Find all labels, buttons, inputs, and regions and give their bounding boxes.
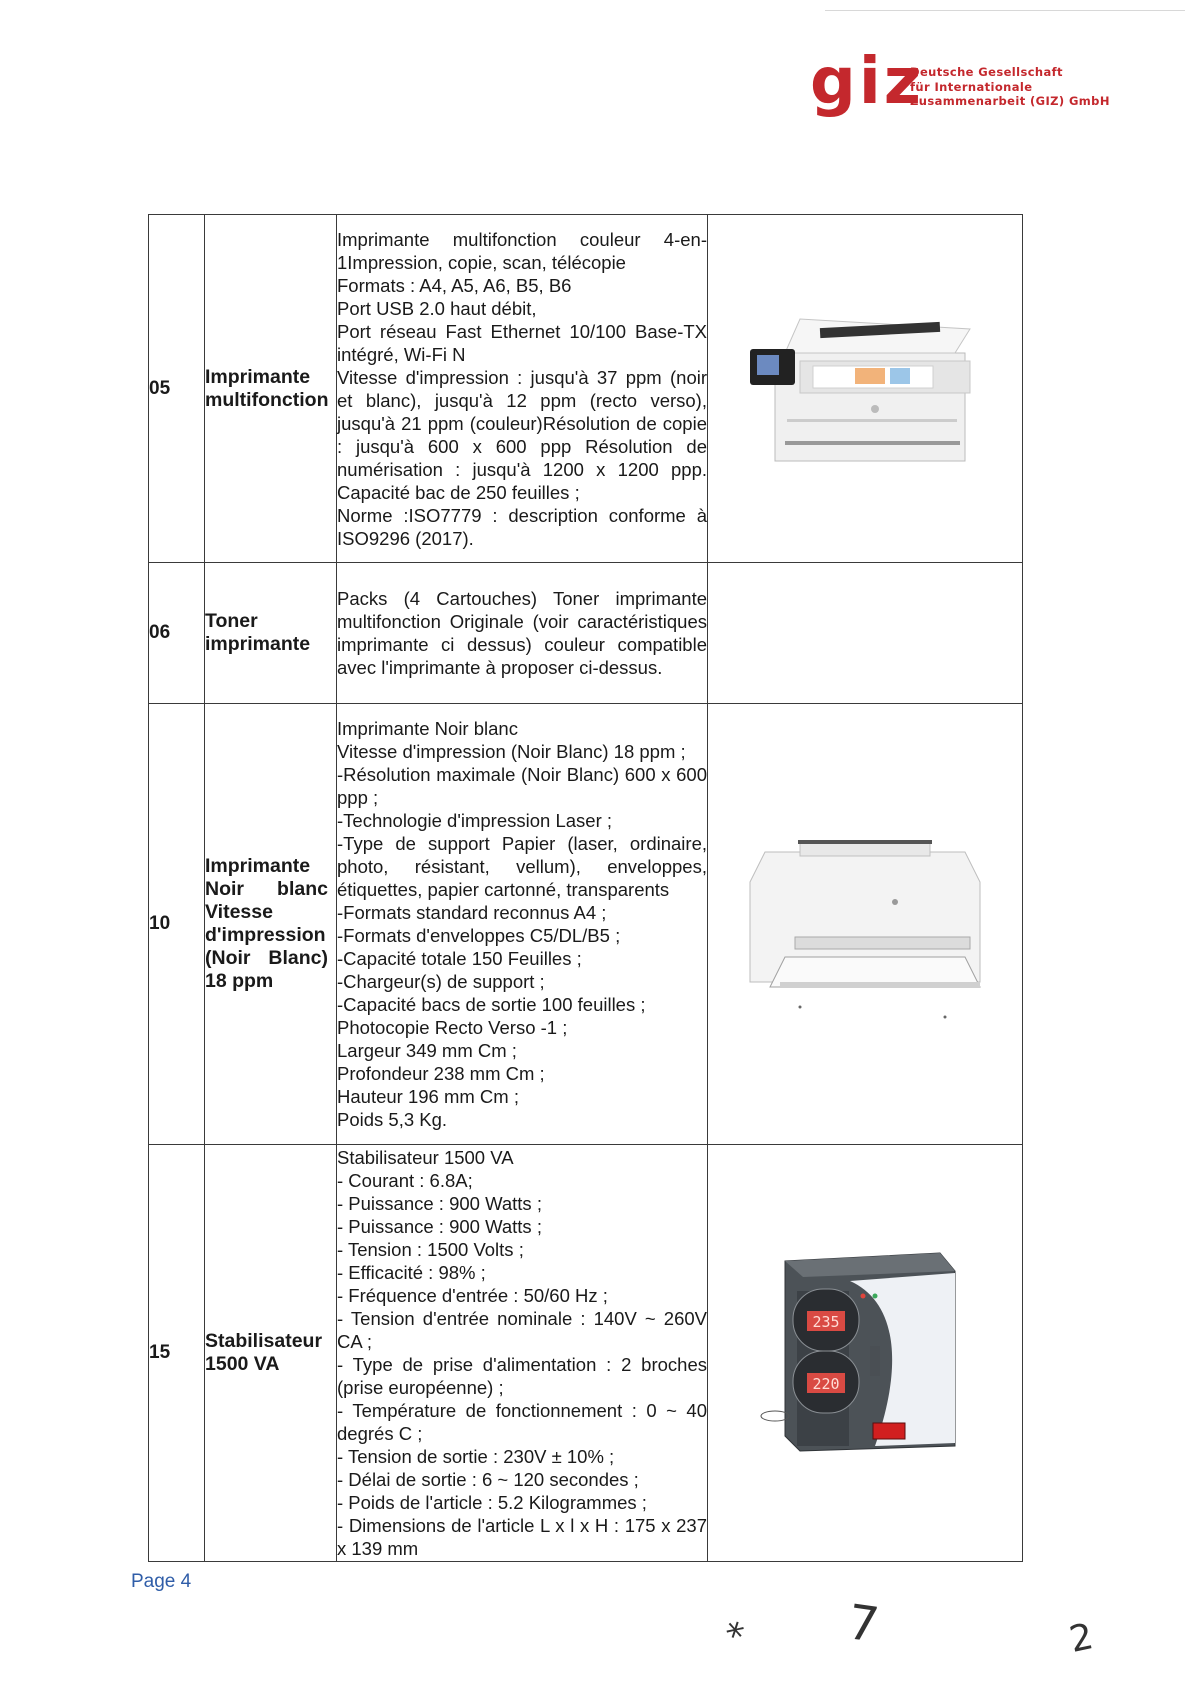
item-number: 15	[149, 1145, 205, 1562]
item-description: Stabilisateur 1500 VA - Courant : 6.8A; - Puissance : 900 Watts ; - Puissance : 900 Watts ; - Tension : 1500 Volts ; - Efficacité : 98% ; - Fréquence d'entrée : 50/60 Hz ; - Tension d'entrée nominale : 140V ~ 260V CA ; - Type de prise d'alimentation : 2 broches (prise européenne) ; - Température de fonctionnement : 0 ~ 40 degrés C ; - Tension de sortie : 230V ± 10% ; - Délai de sortie : 6 ~ 120 secondes ; - Poids de l'article : 5.2 Kilogrammes ; - Dimensions de l'article L x l x H : 175 x 237 x 139 mm	[337, 1145, 708, 1562]
item-name: Imprimante Noir blanc Vitesse d'impression (Noir Blanc) 18 ppm	[205, 704, 337, 1145]
table-row	[149, 215, 1023, 563]
handwritten-mark: 7	[844, 1594, 883, 1654]
item-image-cell	[708, 704, 1023, 1145]
logo-line-3: Zusammenarbeit (GIZ) GmbH	[910, 94, 1110, 108]
giz-logo-text	[910, 65, 1110, 109]
logo-line-2: für Internationale	[910, 79, 1033, 94]
multifunction-printer-image	[745, 301, 985, 471]
item-name: Stabilisateur 1500 VA	[205, 1145, 337, 1562]
handwritten-mark: *	[718, 1614, 748, 1659]
item-number: 05	[149, 215, 205, 563]
top-rule	[825, 10, 1185, 11]
giz-logo	[810, 45, 1110, 130]
voltage-stabilizer-image	[755, 1231, 975, 1471]
item-image-cell	[708, 215, 1023, 563]
table-row	[149, 704, 1023, 1145]
input-display-value: 220	[812, 1374, 840, 1393]
item-image-cell	[708, 563, 1023, 704]
logo-line-1: Deutsche Gesellschaft	[910, 65, 1063, 79]
item-image-cell	[708, 1145, 1023, 1562]
table-row	[149, 563, 1023, 704]
item-number: 10	[149, 704, 205, 1145]
specification-table	[148, 214, 1023, 1562]
item-name: Toner imprimante	[205, 563, 337, 704]
output-display-value: 235	[812, 1312, 840, 1331]
handwritten-mark: 2	[1065, 1616, 1097, 1661]
laser-printer-image	[740, 822, 990, 1022]
table-row	[149, 1145, 1023, 1562]
item-name: Imprimante multifonction	[205, 215, 337, 563]
item-description: Imprimante multifonction couleur 4-en-1Impression, copie, scan, télécopie Formats : A4, A5, A6, B5, B6 Port USB 2.0 haut débit, Port réseau Fast Ethernet 10/100 Base-TX intégré, Wi-Fi N Vitesse d'impression : jusqu'à 37 ppm (noir et blanc), jusqu'à 12 ppm (recto verso), jusqu'à 21 ppm (couleur)Résolution de copie : jusqu'à 600 x 600 ppp Résolution de numérisation : jusqu'à 1200 x 1200 ppp. Capacité bac de 250 feuilles ; Norme :ISO7779 : description conforme à ISO9296 (2017).	[337, 215, 708, 563]
item-description: Packs (4 Cartouches) Toner imprimante multifonction Originale (voir caractéristiques imprimante ci dessus) couleur compatible avec l'imprimante à proposer ci-dessus.	[337, 563, 708, 704]
giz-logo-mark: giz	[810, 45, 924, 119]
item-number: 06	[149, 563, 205, 704]
item-description: Imprimante Noir blanc Vitesse d'impression (Noir Blanc) 18 ppm ; -Résolution maximale (Noir Blanc) 600 x 600 ppp ; -Technologie d'impression Laser ; -Type de support Papier (laser, ordinaire, photo, résistant, vellum), enveloppes, étiquettes, papier cartonné, transparents -Formats standard reconnus A4 ; -Formats d'enveloppes C5/DL/B5 ; -Capacité totale 150 Feuilles ; -Chargeur(s) de support ; -Capacité bacs de sortie 100 feuilles ; Photocopie Recto Verso -1 ; Largeur 349 mm Cm ; Profondeur 238 mm Cm ; Hauteur 196 mm Cm ; Poids 5,3 Kg.	[337, 704, 708, 1145]
page-number: Page 4	[131, 1571, 192, 1592]
